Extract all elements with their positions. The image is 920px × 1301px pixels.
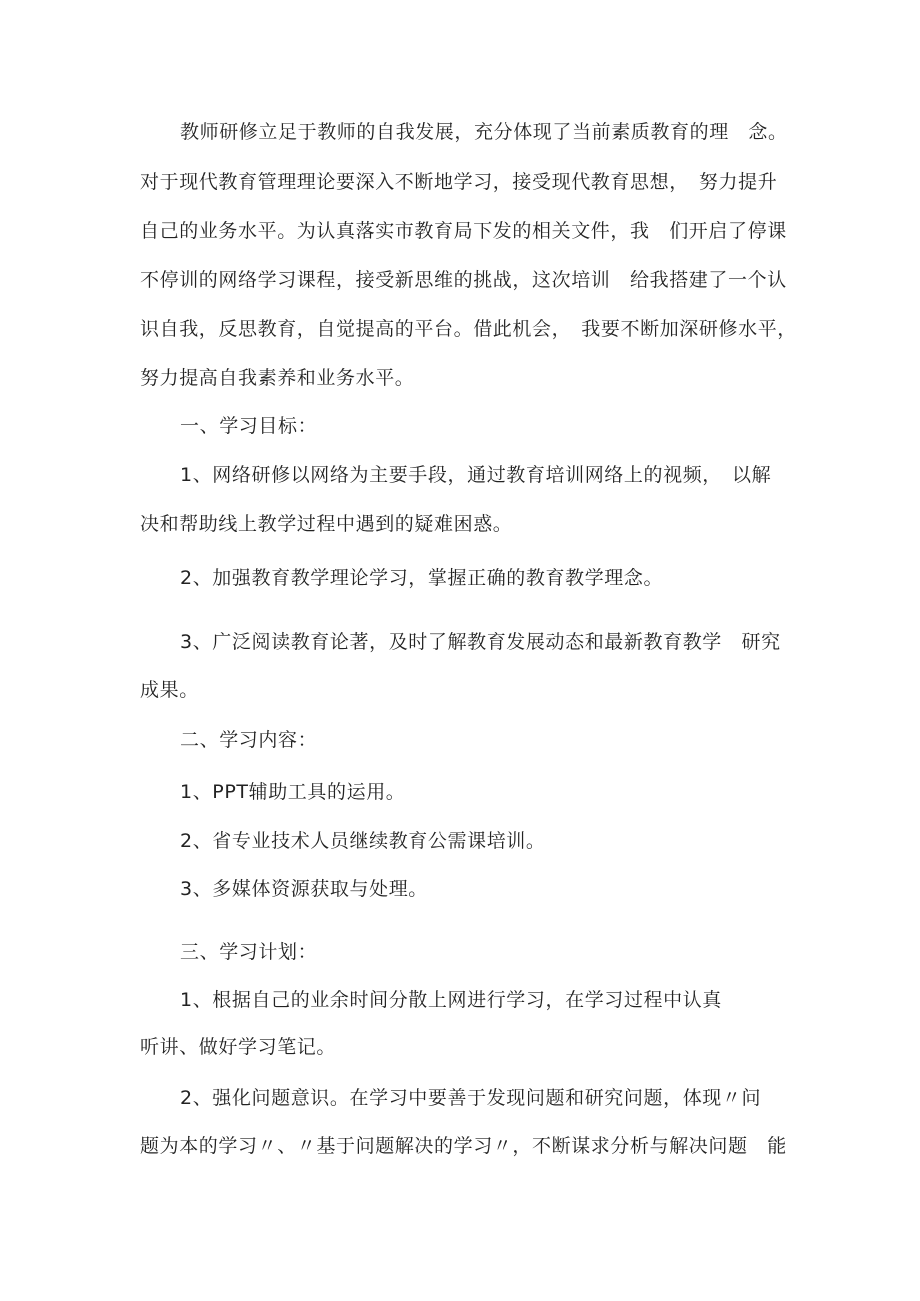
list-item-line: 1、根据自己的业余时间分散上网进行学习，在学习过程中认真 bbox=[180, 989, 722, 1011]
paragraph-line: 对于现代教育管理理论要深入不断地学习，接受现代教育思想， 努力提升 bbox=[140, 171, 778, 193]
section-heading: 二、学习内容： bbox=[180, 729, 318, 751]
section-heading: 一、学习目标： bbox=[180, 415, 318, 437]
list-item-line: 2、加强教育教学理论学习，掌握正确的教育教学理念。 bbox=[180, 567, 664, 589]
paragraph-line: 不停训的网络学习课程，接受新思维的挑战，这次培训 给我搭建了一个认 bbox=[140, 269, 787, 291]
paragraph-line: 教师研修立足于教师的自我发展，充分体现了当前素质教育的理 念。 bbox=[180, 121, 788, 143]
list-item-line: 1、PPT辅助工具的运用。 bbox=[180, 781, 406, 803]
list-item-line: 听讲、做好学习笔记。 bbox=[140, 1036, 337, 1058]
list-item-line: 成果。 bbox=[140, 679, 199, 701]
list-item-line: 3、广泛阅读教育论著，及时了解教育发展动态和最新教育教学 研究 bbox=[180, 631, 781, 653]
list-item-line: 决和帮助线上教学过程中遇到的疑难困惑。 bbox=[140, 513, 513, 535]
list-item-line: 2、强化问题意识。在学习中要善于发现问题和研究问题，体现〃问 bbox=[180, 1087, 762, 1109]
list-item-line: 2、省专业技术人员继续教育公需课培训。 bbox=[180, 830, 546, 852]
paragraph-line: 识自我，反思教育，自觉提高的平台。借此机会， 我要不断加深研修水平， bbox=[140, 318, 797, 340]
paragraph-line: 自己的业务水平。为认真落实市教育局下发的相关文件，我 们开启了停课 bbox=[140, 220, 787, 242]
list-item-line: 3、多媒体资源获取与处理。 bbox=[180, 878, 428, 900]
section-heading: 三、学习计划： bbox=[180, 941, 318, 963]
list-item-line: 题为本的学习〃、〃基于问题解决的学习〃，不断谋求分析与解决问题 能 bbox=[140, 1135, 787, 1157]
list-item-line: 1、网络研修以网络为主要手段，通过教育培训网络上的视频， 以解 bbox=[180, 464, 772, 486]
paragraph-line: 努力提高自我素养和业务水平。 bbox=[140, 367, 415, 389]
